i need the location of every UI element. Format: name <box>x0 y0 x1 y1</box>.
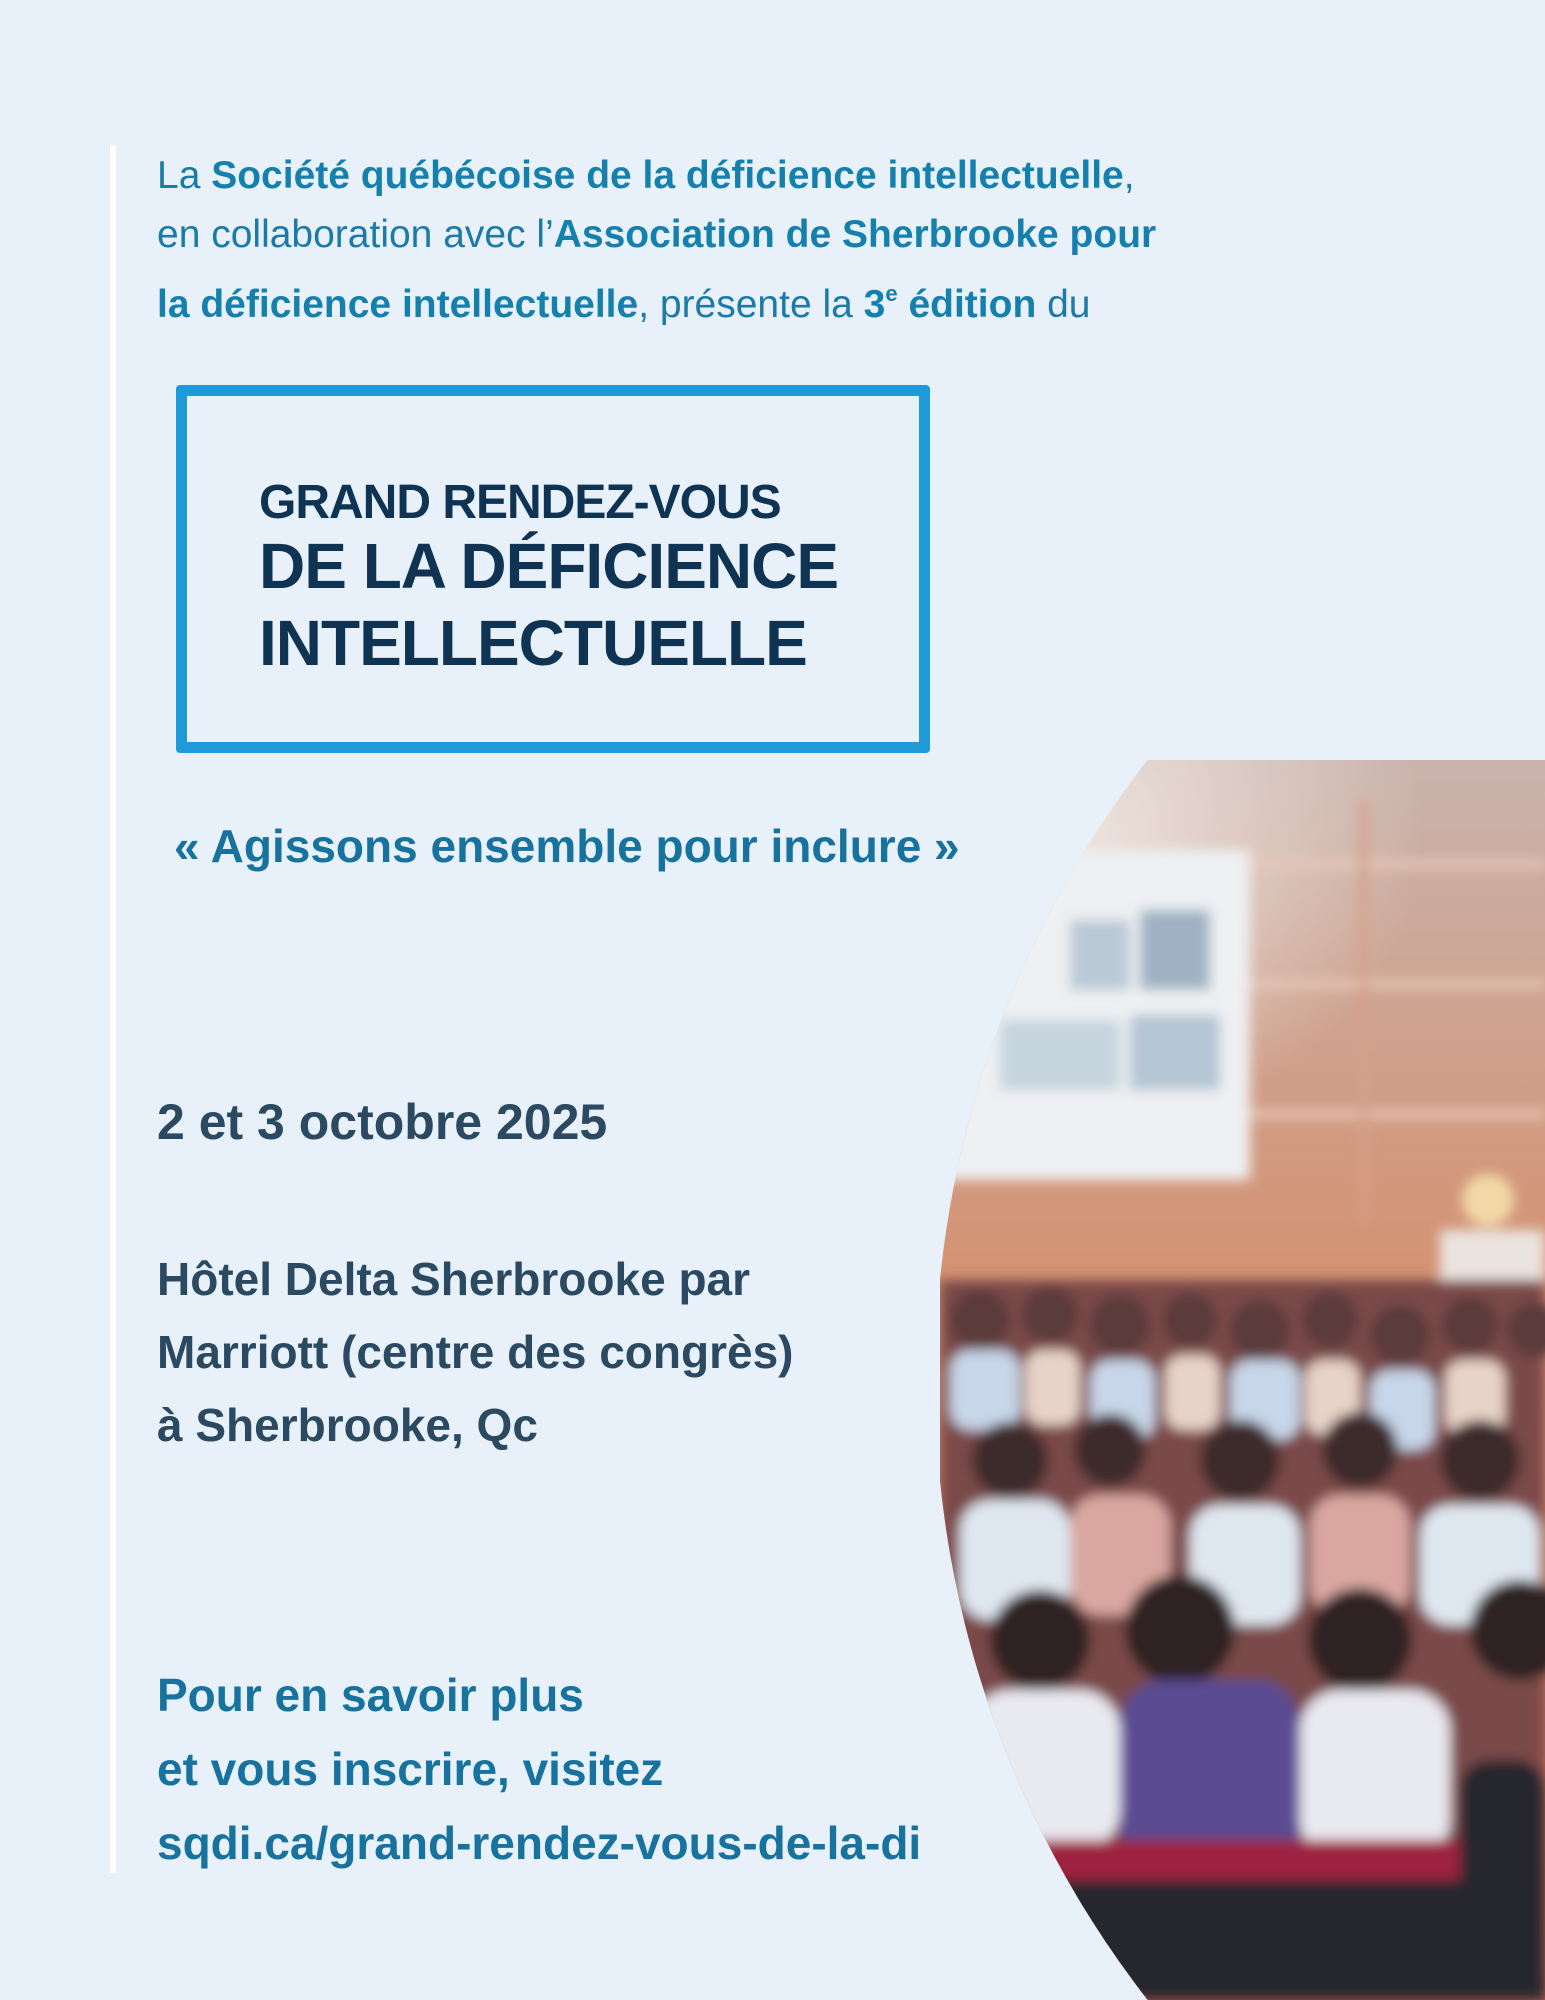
intro-text-segment: du <box>1036 283 1091 326</box>
edition-superscript: e <box>885 281 898 306</box>
venue-line-3: à Sherbrooke, Qc <box>157 1399 538 1451</box>
cta-url-link[interactable]: sqdi.ca/grand-rendez-vous-de-la-di <box>157 1817 922 1869</box>
intro-text-segment: en collaboration avec l’ <box>157 213 554 256</box>
event-dates: 2 et 3 octobre 2025 <box>157 1094 608 1150</box>
edition-number: 3 <box>863 283 886 326</box>
event-title-line-1: GRAND RENDEZ-VOUS <box>259 476 781 529</box>
event-venue <box>157 1243 957 1462</box>
cta-line-2: et vous inscrire, visitez <box>157 1743 664 1795</box>
venue-line-2: Marriott (centre des congrès) <box>157 1326 794 1378</box>
call-to-action <box>157 1658 1057 1880</box>
intro-text-segment: , présente la <box>638 283 864 326</box>
partner-name-part1: Association de Sherbrooke pour <box>553 213 1157 256</box>
conference-audience-photo <box>940 760 1545 2000</box>
venue-line-1: Hôtel Delta Sherbrooke par <box>157 1253 751 1305</box>
event-title-box <box>176 385 930 753</box>
slogan: « Agissons ensemble pour inclure » <box>174 820 960 872</box>
event-title-line-2: DE LA DÉFICIENCE <box>259 530 838 602</box>
cta-line-1: Pour en savoir plus <box>157 1669 584 1721</box>
intro-text <box>157 146 1277 334</box>
partner-name-part2: la déficience intellectuelle <box>157 283 639 326</box>
edition-label: édition <box>897 283 1037 326</box>
event-title-line-3: INTELLECTUELLE <box>259 607 807 679</box>
organizer-name: Société québécoise de la déficience intellectuelle <box>211 154 1124 197</box>
intro-text-segment: La <box>157 154 212 197</box>
vertical-rule <box>110 145 116 1873</box>
intro-text-segment: , <box>1123 154 1135 197</box>
